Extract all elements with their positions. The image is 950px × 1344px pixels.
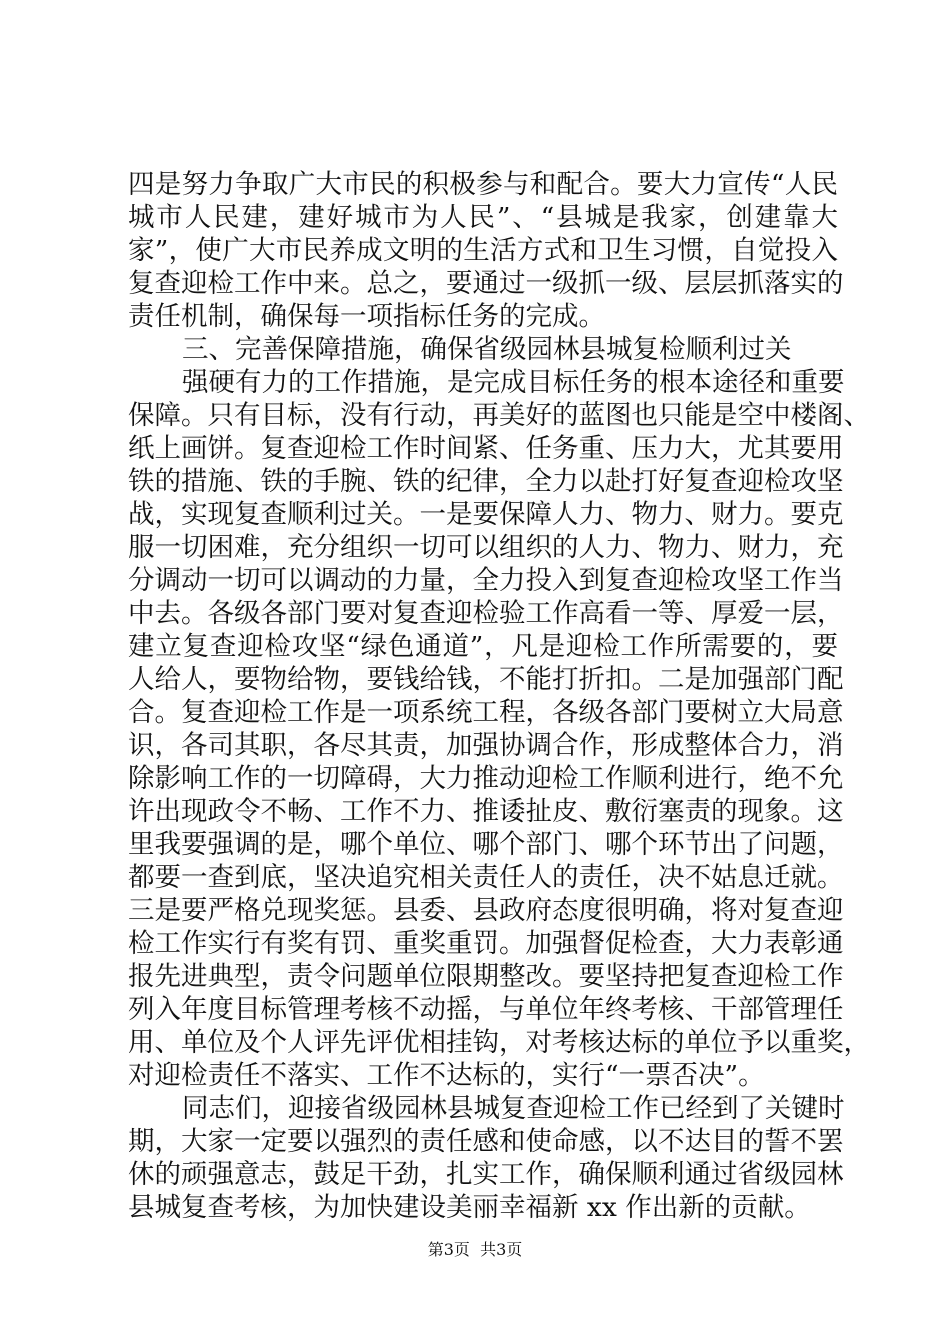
page-footer bbox=[0, 1240, 950, 1260]
paragraph-line: 县城复查考核，为加快建设美丽幸福新 xx 作出新的贡献。 bbox=[128, 1192, 811, 1223]
paragraph-line: 用、单位及个人评先评优相挂钩，对考核达标的单位予以重奖， bbox=[128, 1027, 870, 1058]
paragraph-line: 四是努力争取广大市民的积极参与和配合。要大力宣传“人民 bbox=[128, 169, 838, 200]
paragraph-line: 都要一查到底，坚决追究相关责任人的责任，决不姑息迁就。 bbox=[128, 862, 844, 893]
paragraph-line: 报先进典型，责令问题单位限期整改。要坚持把复查迎检工作 bbox=[128, 961, 844, 992]
paragraph-line: 服一切困难，充分组织一切可以组织的人力、物力、财力，充 bbox=[128, 532, 844, 563]
paragraph-line: 休的顽强意志，鼓足干劲，扎实工作，确保顺利通过省级园林 bbox=[128, 1159, 844, 1190]
paragraph-line: 三是要严格兑现奖惩。县委、县政府态度很明确，将对复查迎 bbox=[128, 895, 844, 926]
paragraph-line: 对迎检责任不落实、工作不达标的，实行“一票否决”。 bbox=[128, 1060, 765, 1091]
paragraph-line: 责任机制，确保每一项指标任务的完成。 bbox=[128, 301, 605, 332]
paragraph-line: 许出现政令不畅、工作不力、推诿扯皮、敷衍塞责的现象。这 bbox=[128, 796, 844, 827]
paragraph-line: 城市人民建，建好城市为人民”、“县城是我家，创建靠大 bbox=[128, 202, 838, 233]
paragraph-line: 分调动一切可以调动的力量，全力投入到复查迎检攻坚工作当 bbox=[128, 565, 844, 596]
paragraph-line: 人给人，要物给物，要钱给钱，不能打折扣。二是加强部门配 bbox=[128, 664, 844, 695]
paragraph-line: 里我要强调的是，哪个单位、哪个部门、哪个环节出了问题， bbox=[128, 829, 844, 860]
paragraph-line: 纸上画饼。复查迎检工作时间紧、任务重、压力大，尤其要用 bbox=[128, 433, 844, 464]
paragraph-line: 复查迎检工作中来。总之，要通过一级抓一级、层层抓落实的 bbox=[128, 268, 844, 299]
section-heading: 三、完善保障措施，确保省级园林县城复检顺利过关 bbox=[182, 334, 792, 365]
paragraph-line: 中去。各级各部门要对复查迎检验工作高看一等、厚爱一层， bbox=[128, 598, 844, 629]
page-total: 共3页 bbox=[480, 1240, 523, 1259]
paragraph-line: 家”，使广大市民养成文明的生活方式和卫生习惯，自觉投入 bbox=[128, 235, 838, 266]
paragraph-line: 合。复查迎检工作是一项系统工程，各级各部门要树立大局意 bbox=[128, 697, 844, 728]
paragraph-line: 列入年度目标管理考核不动摇，与单位年终考核、干部管理任 bbox=[128, 994, 844, 1025]
page-number: 第3页 bbox=[427, 1240, 470, 1259]
paragraph-line: 检工作实行有奖有罚、重奖重罚。加强督促检查，大力表彰通 bbox=[128, 928, 844, 959]
paragraph-line: 强硬有力的工作措施，是完成目标任务的根本途径和重要 bbox=[182, 367, 845, 398]
paragraph-line: 识，各司其职，各尽其责，加强协调合作，形成整体合力，消 bbox=[128, 730, 844, 761]
paragraph-line: 期，大家一定要以强烈的责任感和使命感，以不达目的誓不罢 bbox=[128, 1126, 844, 1157]
paragraph-line: 保障。只有目标，没有行动，再美好的蓝图也只能是空中楼阁、 bbox=[128, 400, 870, 431]
paragraph-line: 战，实现复查顺利过关。一是要保障人力、物力、财力。要克 bbox=[128, 499, 844, 530]
paragraph-line: 同志们，迎接省级园林县城复查迎检工作已经到了关键时 bbox=[182, 1093, 845, 1124]
paragraph-line: 除影响工作的一切障碍，大力推动迎检工作顺利进行，绝不允 bbox=[128, 763, 844, 794]
paragraph-line: 铁的措施、铁的手腕、铁的纪律，全力以赴打好复查迎检攻坚 bbox=[128, 466, 844, 497]
paragraph-line: 建立复查迎检攻坚“绿色通道”，凡是迎检工作所需要的，要 bbox=[128, 631, 838, 662]
